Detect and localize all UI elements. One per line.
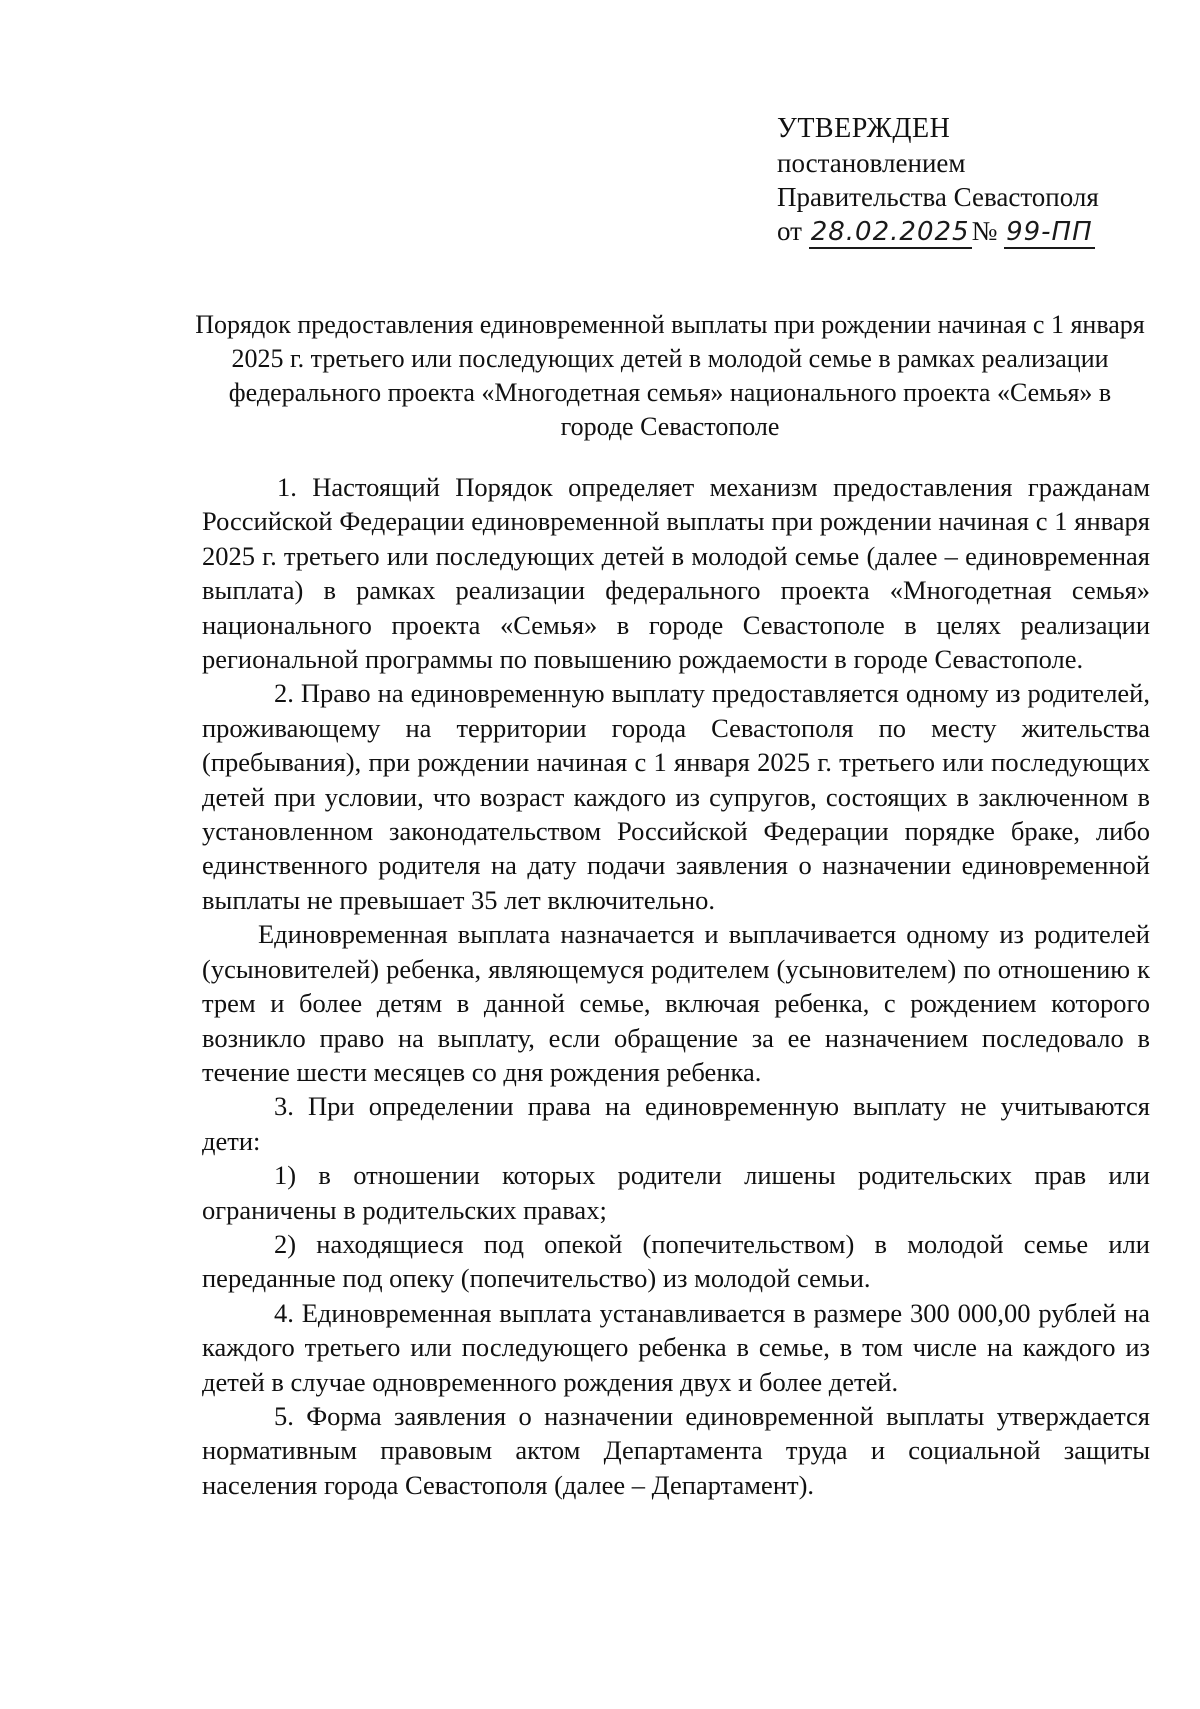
paragraph-4: 4. Единовременная выплата устанавливается в размере 300 000,00 рублей на каждого третьего или последующего ребенка в семье, в том числе на каждого из детей в случае одновременного рождения двух и более детей. <box>202 1297 1150 1397</box>
document-body <box>202 470 1150 1502</box>
paragraph-2-continued: Единовременная выплата назначается и выплачивается одному из родителей (усыновителей) ребенка, являющемуся родителем (усыновителем) по отношению к трем и более детям в данной семье, включая ребенка, с рождением которого возникло право на выплату, если обращение за ее назначением последовало в течение шести месяцев со дня рождения ребенка. <box>202 919 1150 1087</box>
handwritten-number: 99-ПП <box>1006 217 1093 247</box>
paragraph-3-item-1: 1) в отношении которых родители лишены родительских прав или ограничены в родительских правах; <box>202 1160 1150 1225</box>
approval-line-1: постановлением <box>777 148 966 178</box>
approval-block <box>777 112 1177 249</box>
handwritten-date: 28.02.2025 <box>810 217 970 247</box>
document-title: Порядок предоставления единовременной выплаты при рождении начиная с 1 января 2025 г. третьего или последующих детей в молодой семье в рамках реализации федерального проекта «Многодетная семья» национального проекта «Семья» в городе Севастополе <box>195 310 1145 441</box>
approval-date-line <box>777 214 1177 249</box>
paragraph-3: 3. При определении права на единовременную выплату не учитываются дети: <box>202 1091 1150 1156</box>
date-prefix: от <box>777 216 802 246</box>
paragraph-3-item-2: 2) находящиеся под опекой (попечительством) в молодой семье или переданные под опеку (попечительство) из молодой семьи. <box>202 1228 1150 1294</box>
paragraph-1: 1. Настоящий Порядок определяет механизм предоставления гражданам Российской Федерации единовременной выплаты при рождении начиная с 1 января 2025 г. третьего или последующих детей в молодой семье (далее – единовременная выплата) в рамках реализации федерального проекта «Многодетная семья» национального проекта «Семья» в городе Севастополе в целях реализации региональной программы по повышению рождаемости в городе Севастополе. <box>202 472 1150 675</box>
approval-line-2: Правительства Севастополя <box>777 182 1099 212</box>
approval-heading: УТВЕРЖДЕН <box>777 113 951 144</box>
number-prefix: № <box>971 216 998 246</box>
paragraph-5: 5. Форма заявления о назначении единовременной выплаты утверждается нормативным правовым актом Департамента труда и социальной защиты населения города Севастополя (далее – Департамент). <box>202 1400 1150 1500</box>
paragraph-2: 2. Право на единовременную выплату предоставляется одному из родителей, проживающему на территории города Севастополя по месту жительства (пребывания), при рождении начиная с 1 января 2025 г. третьего или последующих детей при условии, что возраст каждого из супругов, состоящих в заключенном в установленном законодательством Российской Федерации порядке браке, либо единственного родителя на дату подачи заявления о назначении единовременной выплаты не превышает 35 лет включительно. <box>202 678 1150 915</box>
